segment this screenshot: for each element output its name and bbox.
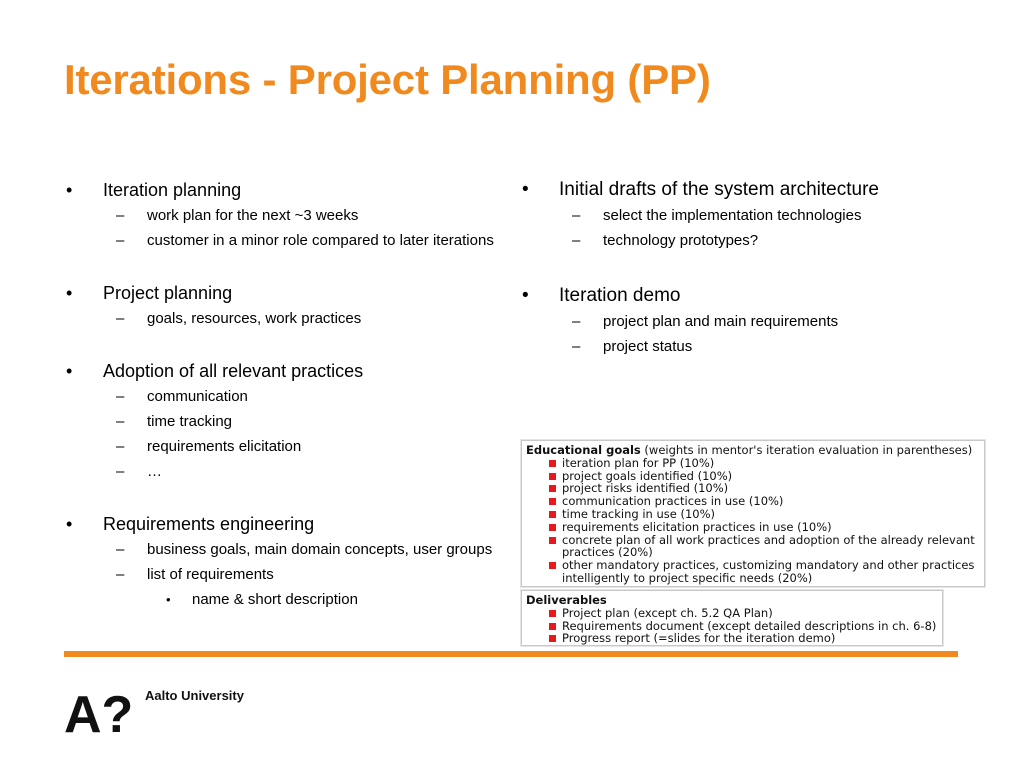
left-bullet-column	[64, 180, 504, 609]
aalto-logo-letters: A?	[64, 688, 134, 734]
bullet-group	[520, 180, 990, 250]
bullet-item	[64, 283, 504, 303]
sub-bullet-item	[64, 541, 504, 559]
sub-bullet-text: project plan and main requirements	[603, 313, 839, 330]
right-bullet-column	[520, 180, 990, 392]
university-name: Aalto University	[145, 688, 244, 703]
educational-goals-heading-bold: Educational goals	[526, 443, 641, 457]
sub-bullet-text: business goals, main domain concepts, user groups	[147, 541, 493, 558]
dash-icon: –	[116, 207, 125, 224]
red-square-bullet-icon	[549, 498, 556, 505]
sub-bullet-text: requirements elicitation	[147, 438, 302, 455]
sub-bullet-text: project status	[603, 338, 693, 355]
box-list-item	[526, 534, 984, 560]
box-list-text: project risks identified (10%)	[562, 481, 729, 496]
deliverables-heading-bold: Deliverables	[526, 593, 607, 607]
bullet-icon: •	[522, 179, 529, 200]
red-square-bullet-icon	[549, 623, 556, 630]
sub-bullet-text: communication	[147, 388, 248, 405]
sub-sub-bullet-text: name & short description	[192, 591, 358, 608]
bullet-text: Initial drafts of the system architecture	[559, 179, 879, 200]
bullet-icon: •	[522, 285, 529, 306]
box-list-item	[526, 559, 984, 585]
sub-bullet-item	[520, 338, 990, 356]
sub-bullet-text: …	[147, 463, 162, 480]
sub-bullet-text: select the implementation technologies	[603, 207, 862, 224]
dash-icon: –	[116, 463, 125, 480]
sub-bullet-item	[520, 207, 990, 225]
bullet-item	[64, 361, 504, 381]
sub-bullet-text: list of requirements	[147, 566, 274, 583]
red-square-bullet-icon	[549, 473, 556, 480]
box-list-text: project goals identified (10%)	[562, 468, 733, 483]
sub-bullet-item	[64, 388, 504, 406]
box-list-text: concrete plan of all work practices and adoption of the already relevant practices (20%)	[562, 532, 975, 560]
bullet-text: Project planning	[103, 283, 233, 303]
bullet-item	[64, 514, 504, 534]
sub-bullet-text: customer in a minor role compared to later iterations	[147, 232, 494, 249]
educational-goals-heading-note: (weights in mentor's iteration evaluation in parentheses)	[640, 443, 973, 457]
box-list-text: iteration plan for PP (10%)	[562, 455, 715, 470]
dash-icon: –	[116, 310, 125, 327]
dash-icon: –	[572, 207, 581, 224]
red-square-bullet-icon	[549, 610, 556, 617]
red-square-bullet-icon	[549, 635, 556, 642]
bullet-icon: •	[66, 361, 73, 381]
sub-bullet-item	[64, 413, 504, 431]
bullet-icon: •	[66, 283, 73, 303]
bullet-group	[520, 286, 990, 356]
educational-goals-list	[526, 457, 984, 585]
box-list-text: time tracking in use (10%)	[562, 506, 716, 521]
bullet-text: Iteration planning	[103, 180, 242, 200]
box-list-text: other mandatory practices, customizing mandatory and other practices intelligently to project specific needs (20%)	[562, 558, 975, 585]
dash-icon: –	[116, 232, 125, 249]
dash-icon: –	[572, 338, 581, 355]
educational-goals-box	[521, 440, 985, 587]
bullet-group	[64, 361, 504, 481]
deliverables-box	[521, 590, 943, 646]
dash-icon: –	[116, 388, 125, 405]
sub-bullet-text: time tracking	[147, 413, 233, 430]
box-list-text: Requirements document (except detailed descriptions in ch. 6-8)	[562, 618, 937, 633]
sub-sub-bullet-item	[64, 591, 504, 609]
sub-bullet-item	[64, 566, 504, 584]
sub-bullet-item	[64, 310, 504, 328]
red-square-bullet-icon	[549, 511, 556, 518]
aalto-logo-icon	[64, 688, 134, 734]
sub-bullet-item	[520, 313, 990, 331]
bullet-group	[64, 283, 504, 328]
bullet-item	[520, 286, 990, 306]
sub-bullet-item	[520, 232, 990, 250]
bullet-icon: •	[166, 592, 171, 607]
sub-bullet-text: technology prototypes?	[603, 232, 759, 249]
sub-bullet-text: work plan for the next ~3 weeks	[147, 207, 359, 224]
bullet-text: Iteration demo	[559, 285, 681, 306]
box-list-text: Project plan (except ch. 5.2 QA Plan)	[562, 605, 773, 620]
sub-bullet-text: goals, resources, work practices	[147, 310, 362, 327]
dash-icon: –	[572, 313, 581, 330]
box-list-text: Progress report (=slides for the iteration demo)	[562, 631, 836, 646]
red-square-bullet-icon	[549, 562, 556, 569]
bullet-icon: •	[66, 514, 73, 534]
sub-bullet-item	[64, 463, 504, 481]
box-list-text: communication practices in use (10%)	[562, 494, 784, 509]
bullet-item	[520, 180, 990, 200]
dash-icon: –	[116, 541, 125, 558]
sub-bullet-item	[64, 207, 504, 225]
deliverables-list	[526, 607, 942, 645]
dash-icon: –	[116, 413, 125, 430]
red-square-bullet-icon	[549, 524, 556, 531]
box-list-item	[526, 632, 942, 645]
red-square-bullet-icon	[549, 460, 556, 467]
box-list-text: requirements elicitation practices in use (10%)	[562, 519, 832, 534]
bullet-icon: •	[66, 180, 73, 200]
sub-bullet-item	[64, 438, 504, 456]
red-square-bullet-icon	[549, 537, 556, 544]
dash-icon: –	[572, 232, 581, 249]
bullet-text: Requirements engineering	[103, 514, 315, 534]
bullet-item	[64, 180, 504, 200]
bullet-group	[64, 180, 504, 250]
dash-icon: –	[116, 438, 125, 455]
slide-title: Iterations - Project Planning (PP)	[64, 56, 711, 103]
bullet-text: Adoption of all relevant practices	[103, 361, 364, 381]
footer-divider	[64, 651, 958, 657]
bullet-group	[64, 514, 504, 609]
red-square-bullet-icon	[549, 485, 556, 492]
sub-bullet-item	[64, 232, 504, 250]
dash-icon: –	[116, 566, 125, 583]
